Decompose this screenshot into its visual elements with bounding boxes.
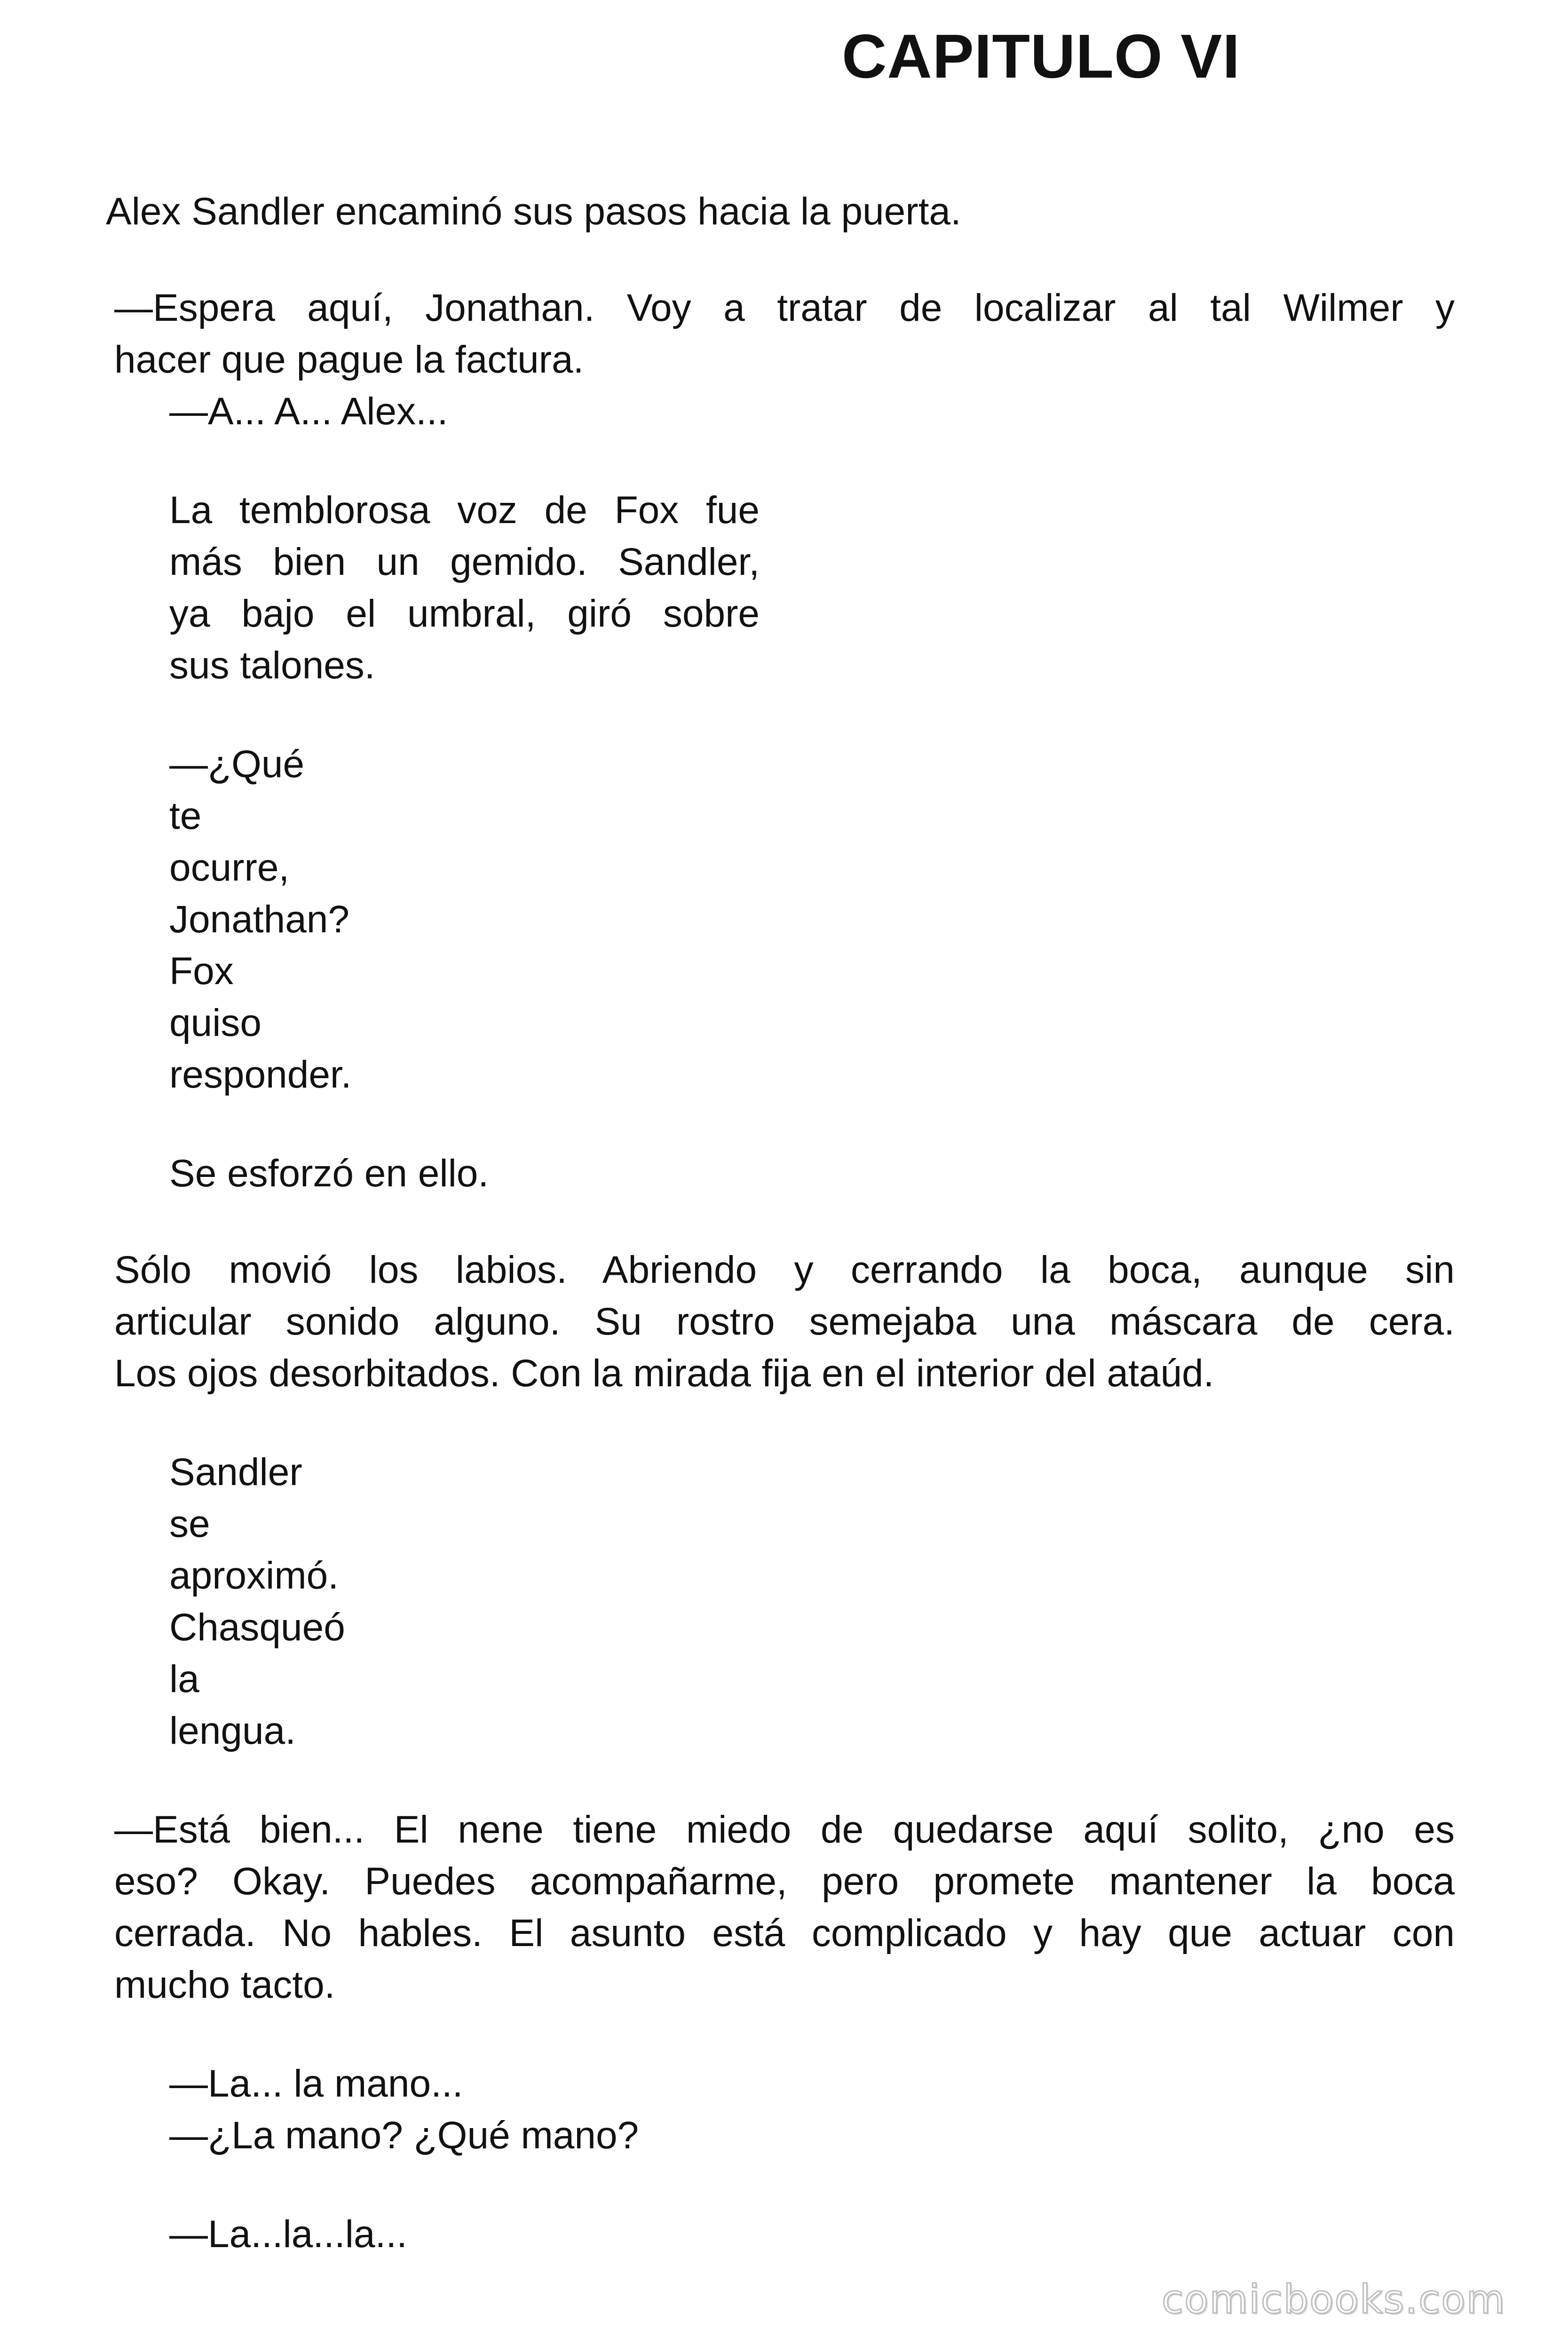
paragraph-line: ya bajo el umbral, giró sobre <box>169 592 760 635</box>
paragraph-line: Los ojos desorbitados. Con la mirada fija en el interior del ataúd. <box>114 1352 1214 1395</box>
chapter-title: CAPITULO VI <box>842 22 1241 91</box>
paragraph-line: lengua. <box>169 1709 296 1752</box>
paragraph-line: más bien un gemido. Sandler, <box>169 540 760 583</box>
paragraph-line: Chasqueó <box>169 1606 345 1649</box>
paragraph-line: —A... A... Alex... <box>169 390 448 433</box>
paragraph-line: La temblorosa voz de Fox fue <box>169 489 760 532</box>
paragraph-line: quiso <box>169 1001 262 1044</box>
paragraph-line: sus talones. <box>169 644 375 687</box>
paragraph-line: articular sonido alguno. Su rostro semejaba una máscara de cera. <box>114 1300 1455 1343</box>
paragraph-line: Jonathan? <box>169 898 350 941</box>
paragraph-line: cerrada. No hables. El asunto está complicado y hay que actuar con <box>114 1912 1455 1955</box>
paragraph-line: te <box>169 795 202 837</box>
paragraph-line: se <box>169 1502 210 1545</box>
paragraph-line: aproximó. <box>169 1554 339 1597</box>
paragraph-line: la <box>169 1658 199 1700</box>
paragraph-line: Sólo movió los labios. Abriendo y cerrando la boca, aunque sin <box>114 1248 1455 1291</box>
paragraph-line: —Espera aquí, Jonathan. Voy a tratar de localizar al tal Wilmer y <box>114 286 1455 329</box>
paragraph-line: responder. <box>169 1053 352 1096</box>
paragraph-line: —¿Qué <box>169 743 305 786</box>
paragraph-line: —La... la mano... <box>169 2062 463 2105</box>
paragraph-line: Sandler <box>169 1451 302 1494</box>
paragraph-line: —La...la...la... <box>169 2213 407 2256</box>
paragraph-line: Alex Sandler encaminó sus pasos hacia la puerta. <box>106 190 961 233</box>
watermark-text: comicbooks.com <box>1162 2276 1506 2322</box>
paragraph-line: Se esforzó en ello. <box>169 1152 489 1195</box>
paragraph-line: Fox <box>169 950 234 993</box>
paragraph-line: hacer que pague la factura. <box>114 338 584 381</box>
paragraph-line: —¿La mano? ¿Qué mano? <box>169 2114 639 2157</box>
paragraph-line: mucho tacto. <box>114 1963 335 2006</box>
paragraph-line: eso? Okay. Puedes acompañarme, pero promete mantener la boca <box>114 1860 1455 1903</box>
paragraph-line: —Está bien... El nene tiene miedo de quedarse aquí solito, ¿no es <box>114 1808 1455 1851</box>
paragraph-line: ocurre, <box>169 846 290 889</box>
